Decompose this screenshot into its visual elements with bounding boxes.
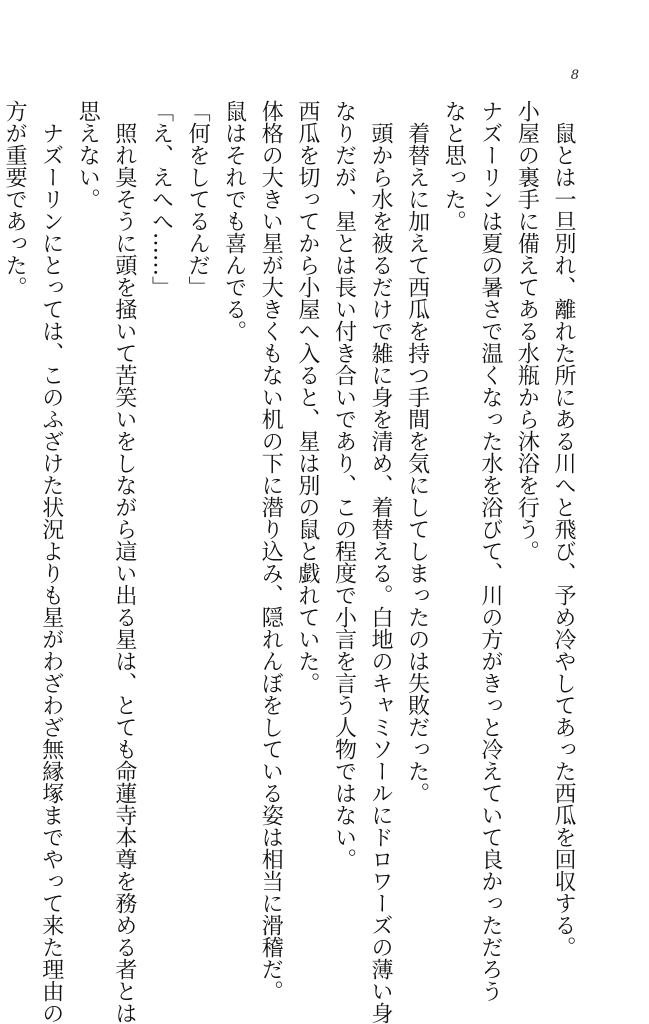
- text-line: 照れ臭そうに頭を掻いて苦笑いをしながら這い出る星は、とても命蓮寺本尊を務める者とは: [111, 122, 137, 1024]
- page-number: 8: [570, 68, 579, 83]
- text-line: 思えない。: [75, 100, 101, 210]
- text-line: 「え、えへへ……」: [148, 100, 174, 298]
- text-line: 方が重要であった。: [2, 100, 28, 298]
- text-line: 頭から水を被るだけで雑に身を清め、着替える。白地のキャミソールにドロワーズの薄い身: [368, 122, 394, 1024]
- text-line: ナズーリンは夏の暑さで温くなった水を浴びて、川の方がきっと冷えていて良かっただろう: [477, 100, 503, 1002]
- text-line: 体格の大きい星が大きくもない机の下に潜り込み、隠れんぼをしている姿は相当に滑稽だ。: [258, 100, 284, 1002]
- text-line: 小屋の裏手に備えてある水瓶から沐浴を行う。: [514, 100, 540, 562]
- text-line: ナズーリンにとっては、このふざけた状況よりも星がわざわざ無縁塚までやって来た理由の: [38, 122, 64, 1024]
- text-line: 鼠はそれでも喜んでる。: [221, 100, 247, 342]
- text-line: 西瓜を切ってから小屋へ入ると、星は別の鼠と戯れていた。: [294, 100, 320, 694]
- text-line: なと思った。: [441, 100, 467, 232]
- text-line: 着替えに加えて西瓜を持つ手間を気にしてしまったのは失敗だった。: [404, 122, 430, 804]
- text-line: なりだが、星とは長い付き合いであり、この程度で小言を言う人物ではない。: [331, 100, 357, 870]
- body-text: [2, 100, 581, 1024]
- text-line: 鼠とは一旦別れ、離れた所にある川へと飛び、予め冷やしてあった西瓜を回収する。: [551, 122, 576, 958]
- text-line: 「何をしてるんだ」: [185, 100, 211, 298]
